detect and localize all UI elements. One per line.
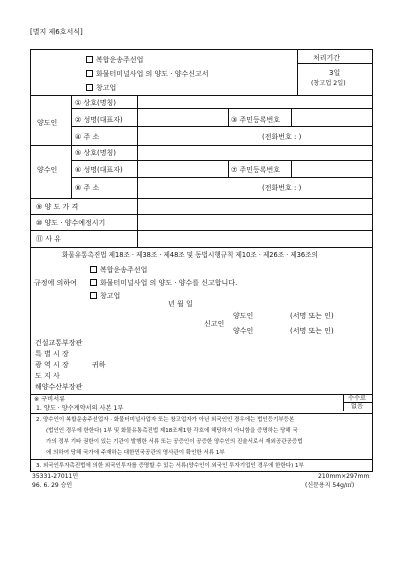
fee-value: 없음 xyxy=(351,403,363,410)
transferor-sign-note: (서명 또는 인) xyxy=(290,312,334,320)
footer-approval: 96. 6. 29 승인 xyxy=(32,482,73,489)
price-label: ⑨ 양 도 가 격 xyxy=(36,203,79,211)
recipient-3: 광 역 시 장 xyxy=(35,361,69,369)
transferee-sign-label: 양수인 xyxy=(233,327,254,335)
statement-option-1[interactable]: 복합운송주선업 xyxy=(90,266,147,274)
processing-value: 3일 xyxy=(329,69,341,77)
title-option-2[interactable]: 화물터미널사업 의 양도 · 양수신고서 xyxy=(86,70,209,78)
transferor-rep-label: ② 성명(대표자) xyxy=(75,116,123,124)
footer-paper: (신문용지 54g/㎡) xyxy=(305,482,355,489)
attachment-item-2-cont1: (법인인 경우에 한한다) 1부 및 화물유통촉진법 제18조제1항 각호에 해당하지 아니함을 증명하는 당해 국 xyxy=(46,428,298,434)
transferee-rep-label: ⑥ 성명(대표자) xyxy=(75,166,123,174)
footer-size: 210mm×297mm xyxy=(318,473,370,480)
signer-label: 신고인 xyxy=(204,320,225,328)
recipient-1: 건설교통부장관 xyxy=(35,339,83,347)
recipient-4: 도 지 사 xyxy=(35,372,60,380)
reason-label: ⑪ 사 유 xyxy=(36,235,61,243)
recipient-suffix: 귀하 xyxy=(92,361,106,369)
checkbox-icon[interactable] xyxy=(86,84,93,91)
processing-note: (창고업 2일) xyxy=(311,80,346,87)
transferee-id-label: ⑦ 주민등록번호 xyxy=(231,166,281,174)
transferor-address-label: ④ 주 소 xyxy=(75,133,100,141)
transferor-sign-label: 양도인 xyxy=(233,312,254,320)
footer-code: 35331-27011민 xyxy=(32,473,79,480)
transferee-name-label: ⑤ 상호(명칭) xyxy=(75,149,117,157)
attachment-item-2-cont3: 에 의하여 당해 국가에 주재하는 대한민국공관의 영사관이 확인한 서류 1부 xyxy=(46,450,225,456)
transferee-sign-note: (서명 또는 인) xyxy=(290,327,334,335)
checkbox-icon[interactable] xyxy=(90,279,97,286)
processing-label: 처리기간 xyxy=(313,54,341,62)
transferor-label: 양도인 xyxy=(37,119,58,127)
transferor-phone-label: (전화번호 : ) xyxy=(262,133,302,141)
attachment-item-1: 1. 양도 · 양수계약서의 사본 1부 xyxy=(36,405,124,412)
checkbox-icon[interactable] xyxy=(90,292,97,299)
statement-prefix: 규정에 의하여 xyxy=(34,279,77,287)
date-line: 년 월 일 xyxy=(168,300,193,308)
title-option-3[interactable]: 창고업 xyxy=(86,84,116,92)
fee-label: 수수료 xyxy=(348,395,366,402)
date-label: ⑩ 양도 · 양수예정시기 xyxy=(36,219,106,227)
form-number: [별지 제6호서식] xyxy=(30,28,83,36)
statement-option-3[interactable]: 창고업 xyxy=(90,292,120,300)
transferor-id-label: ③ 주민등록번호 xyxy=(231,116,281,124)
transferee-phone-label: (전화번호 : ) xyxy=(262,184,302,192)
attachment-item-2: 2. 양수인이 복합운송주선업자 · 화물터미널사업자 또는 창고업자가 아닌 외국인인 경우에는 법인등기부등본 xyxy=(36,417,295,423)
transferee-address-label: ⑧ 주 소 xyxy=(75,184,100,192)
title-option-1[interactable]: 복합운송주선업 xyxy=(86,56,143,64)
transferor-name-label: ① 상호(명칭) xyxy=(75,99,117,107)
attachment-item-3: 3. 외국인투자촉진법에 의한 외국인투자를 증명할 수 있는 서류(양수인이 외국인 투자기업인 경우에 한한다) 1부 xyxy=(36,463,304,469)
transferee-label: 양수인 xyxy=(37,166,58,174)
statement-option-2[interactable]: 화물터미널사업 의 양도 · 양수를 신고합니다. xyxy=(90,279,237,287)
attachments-header: ※ 구비서류 xyxy=(34,396,66,403)
recipient-2: 특 별 시 장 xyxy=(35,350,69,358)
checkbox-icon[interactable] xyxy=(86,70,93,77)
attachment-item-2-cont2: 가의 정부 기타 권한이 있는 기관이 발행한 서류 또는 공증인이 공증한 양수인의 진술서로서 재외공관공증법 xyxy=(46,439,303,445)
checkbox-icon[interactable] xyxy=(86,56,93,63)
checkbox-icon[interactable] xyxy=(90,266,97,273)
statement-line1: 화물유통촉진법 제18조 · 제38조 · 제48조 및 동법시행규칙 제10조 · 제26조 · 제36조의 xyxy=(62,251,318,259)
recipient-5: 해양수산부장관 xyxy=(35,383,83,391)
